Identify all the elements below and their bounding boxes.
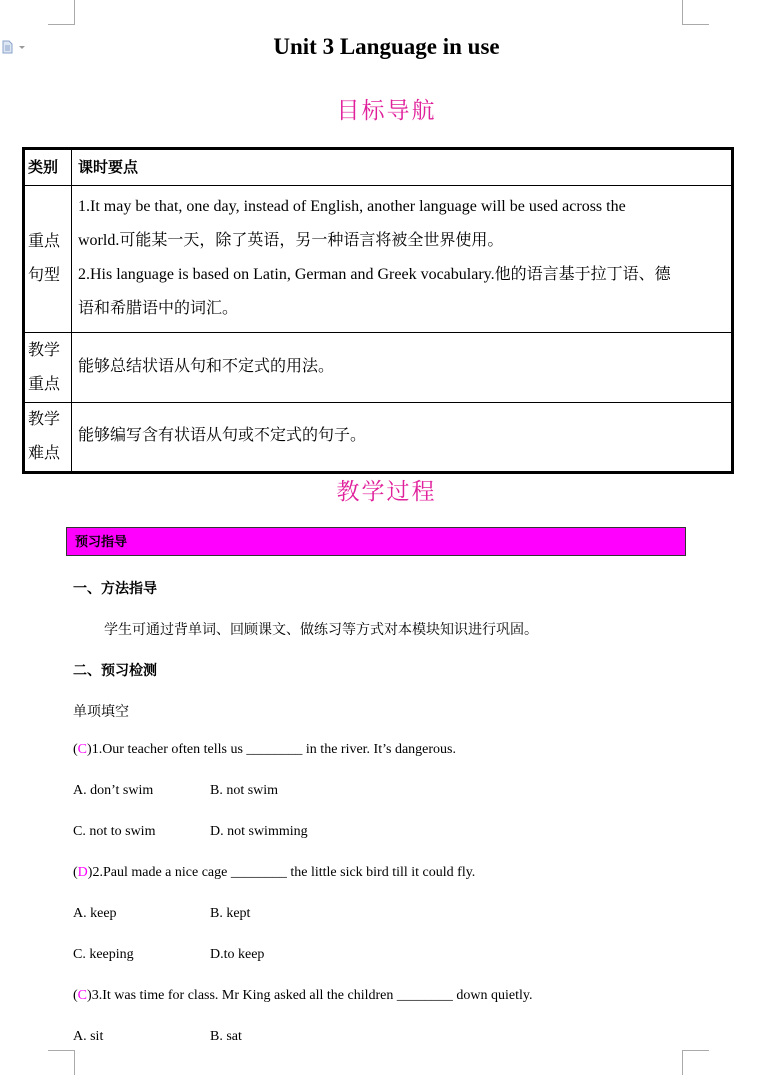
answer-key: C [77,742,88,757]
page-corner-mark [48,0,75,25]
process-heading: 教学过程 [336,479,437,505]
row-category: 教学 重点 [24,333,72,403]
question-2: (D)2.Paul made a nice cage ________ the little sick bird till it could fly. [73,865,476,880]
row-category: 教学 难点 [24,403,72,473]
method-title: 一、方法指导 [73,581,157,597]
page-corner-mark [682,0,709,25]
answer-key: C [77,988,88,1003]
option-c: C. keeping [73,947,134,962]
option-a: A. sit [73,1029,104,1044]
goals-heading: 目标导航 [336,98,437,124]
option-b: B. kept [210,906,251,921]
option-d: D.to keep [210,947,265,962]
question-3: (C)3.It was time for class. Mr King asked all the children ________ down quietly. [73,988,533,1003]
option-b: B. sat [210,1029,242,1044]
page-corner-mark [48,1050,75,1075]
question-stem: 3.It was time for class. Mr King asked all the children ________ down quietly. [91,988,533,1003]
option-b: B. not swim [210,783,279,798]
table-header-row [24,149,733,186]
check-title: 二、预习检测 [73,663,157,679]
answer-key: D [77,865,88,880]
question-stem: 1.Our teacher often tells us ________ in the river. It’s dangerous. [91,742,456,757]
question-stem: 2.Paul made a nice cage ________ the little sick bird till it could fly. [92,865,476,880]
option-c: C. not to swim [73,824,156,839]
table-row [24,403,733,473]
header-category: 类别 [24,149,72,186]
option-a: A. keep [73,906,117,921]
page-corner-mark [682,1050,709,1075]
preview-banner: 预习指导 [66,527,686,556]
row-content: 能够总结状语从句和不定式的用法。 [72,333,733,403]
option-d: D. not swimming [210,824,308,839]
table-row [24,186,733,333]
goals-table [22,147,734,474]
page-title: Unit 3 Language in use [273,34,500,59]
method-text: 学生可通过背单词、回顾课文、做练习等方式对本模块知识进行巩固。 [104,622,538,638]
table-row [24,333,733,403]
row-content: 能够编写含有状语从句或不定式的句子。 [72,403,733,473]
row-category: 重点 句型 [24,186,72,333]
exercise-type: 单项填空 [73,704,129,720]
option-a: A. don’t swim [73,783,154,798]
question-1: (C)1.Our teacher often tells us ________ in the river. It’s dangerous. [73,742,456,757]
header-points: 课时要点 [72,149,733,186]
row-content: 1.It may be that, one day, instead of English, another language will be used across the world.可能某一天，除了英语，另一种语言将被全世界使用。 2.His language is based on Latin, German and Greek vocabulary.他的语言基于拉丁语、德 语和希腊语中的词汇。 [72,186,733,333]
